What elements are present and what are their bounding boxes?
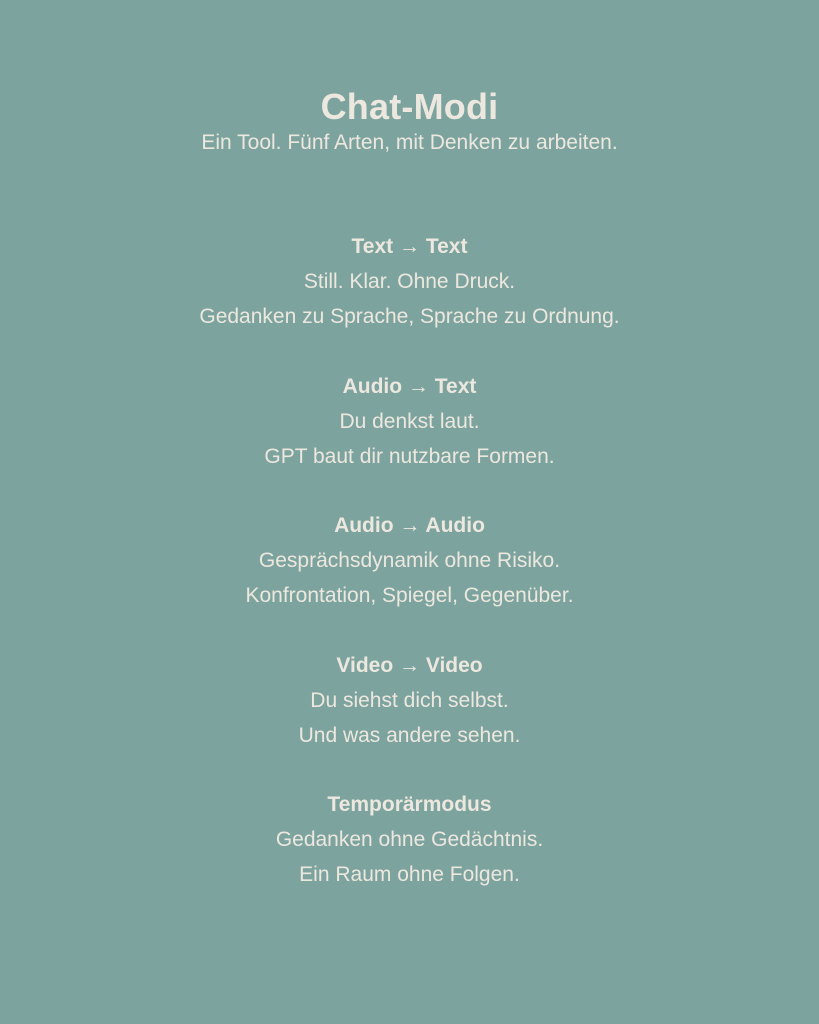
mode-description-line-2: Und was andere sehen.	[298, 723, 521, 747]
mode-description-line-1: Still. Klar. Ohne Druck.	[303, 270, 516, 293]
mode-description-line-1: Du denkst laut.	[339, 409, 480, 433]
header	[0, 86, 819, 158]
mode-description-line-1: Du siehst dich selbst.	[310, 688, 509, 712]
page-title: Chat-Modi	[320, 86, 499, 127]
mode-title: Audio → Audio	[334, 514, 485, 537]
mode-title: Audio → Text	[342, 374, 477, 398]
mode-description-line-1: Gedanken ohne Gedächtnis.	[275, 828, 544, 851]
mode-title: Text → Text	[351, 235, 468, 258]
modes-list	[0, 229, 819, 927]
mode-title: Video → Video	[336, 653, 483, 677]
mode-text-to-text	[0, 229, 819, 369]
mode-description-line-2: Konfrontation, Spiegel, Gegenüber.	[245, 584, 574, 607]
mode-temporary	[0, 787, 819, 927]
mode-video-to-video	[0, 648, 819, 788]
mode-audio-to-text	[0, 369, 819, 509]
page-subtitle: Ein Tool. Fünf Arten, mit Denken zu arbeiten.	[201, 131, 618, 154]
mode-description-line-2: Ein Raum ohne Folgen.	[299, 863, 520, 886]
mode-description-line-2: GPT baut dir nutzbare Formen.	[264, 444, 555, 468]
mode-description-line-2: Gedanken zu Sprache, Sprache zu Ordnung.	[199, 305, 620, 328]
mode-description-line-1: Gesprächsdynamik ohne Risiko.	[258, 549, 561, 572]
mode-title: Temporärmodus	[327, 793, 492, 816]
mode-audio-to-audio	[0, 508, 819, 648]
